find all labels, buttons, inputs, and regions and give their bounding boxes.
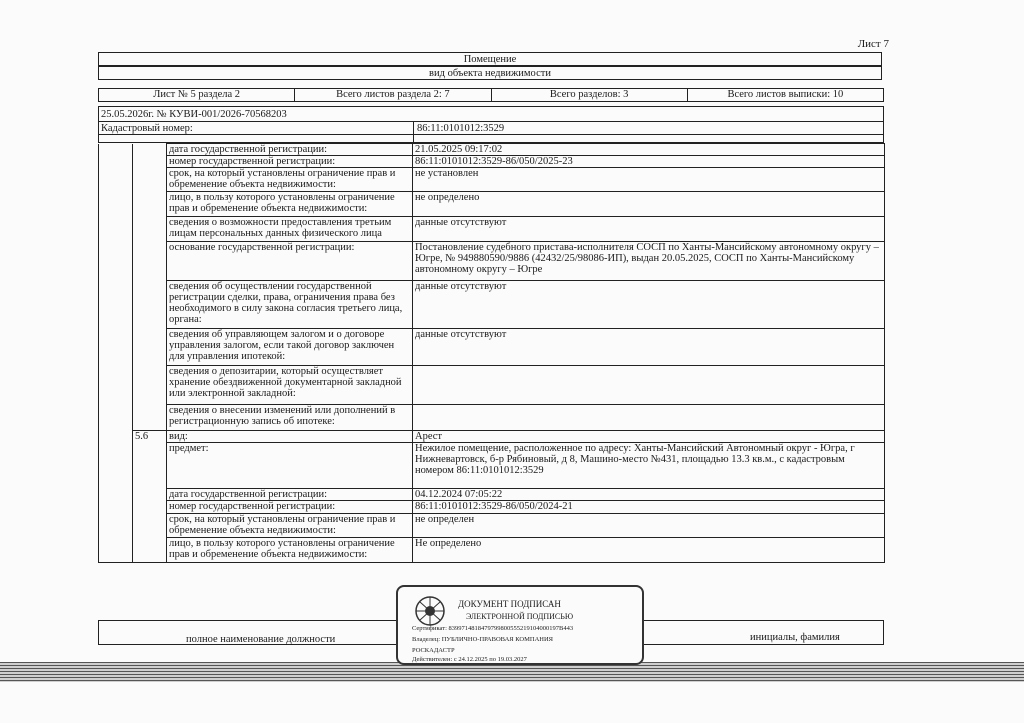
- row-value: 21.05.2025 09:17:02: [413, 144, 885, 156]
- object-type: Помещение: [98, 52, 882, 66]
- row-label: сведения о возможности предоставления третьим лицам персональных данных физического лица: [167, 217, 413, 242]
- row-value: данные отсутствуют: [413, 281, 885, 329]
- row-label: вид:: [167, 431, 413, 443]
- row-value: Нежилое помещение, расположенное по адресу: Ханты-Мансийский Автономный округ - Югра, г Нижневартовск, б-р Рябиновый, д 8, Машино-место №431, площадью 13.3 кв.м., с кадастровым номером 86:11:0101012:3529: [413, 443, 885, 489]
- row-value: [413, 366, 885, 405]
- row-value: Не определено: [413, 538, 885, 563]
- row-label: предмет:: [167, 443, 413, 489]
- table-row: [99, 217, 885, 242]
- row-label: сведения об осуществлении государственной регистрации сделки, права, ограничения права без необходимого в силу закона согласия третьего лица, органа:: [167, 281, 413, 329]
- document-date-number: 25.05.2026г. № КУВИ-001/2026-70568203: [101, 109, 287, 120]
- table-row: [99, 329, 885, 366]
- row-label: срок, на который установлены ограничение прав и обременение объекта недвижимости:: [167, 168, 413, 192]
- table-row: [99, 242, 885, 281]
- name-label: инициалы, фамилия: [750, 632, 840, 643]
- row-value: не определено: [413, 192, 885, 217]
- sheets-in-section: Всего листов раздела 2: 7: [295, 89, 491, 101]
- sheets-total: Всего листов выписки: 10: [727, 89, 844, 100]
- table-row: [99, 489, 885, 501]
- divider: [413, 121, 414, 142]
- position-label: полное наименование должности: [186, 634, 336, 645]
- row-label: номер государственной регистрации:: [167, 156, 413, 168]
- stamp-certificate: Сертификат: 8399714818479799800555219104000197B443: [412, 625, 574, 632]
- electronic-signature-stamp: [396, 585, 644, 665]
- table-row: [99, 514, 885, 538]
- row-label: лицо, в пользу которого установлены ограничение прав и обременение объекта недвижимости:: [167, 538, 413, 563]
- row-label: сведения о внесении изменений или дополнений в регистрационную запись об ипотеке:: [167, 405, 413, 431]
- row-label: срок, на который установлены ограничение прав и обременение объекта недвижимости:: [167, 514, 413, 538]
- section-number: 5.6: [133, 431, 167, 443]
- row-value: не определен: [413, 514, 885, 538]
- table-row: [99, 144, 885, 156]
- stamp-owner: Владелец: ПУБЛИЧНО-ПРАВОВАЯ КОМПАНИЯ: [412, 636, 553, 643]
- sheet-number: Лист 7: [857, 38, 889, 50]
- row-value: Арест: [413, 431, 885, 443]
- stamp-validity: Действителен: с 24.12.2025 по 19.03.2027: [412, 656, 527, 663]
- sheet-info-row: [98, 88, 884, 102]
- table-row: [99, 156, 885, 168]
- encumbrance-table: [98, 143, 885, 563]
- table-row: [99, 168, 885, 192]
- row-value: данные отсутствуют: [413, 329, 885, 366]
- document-header-box: [98, 106, 884, 143]
- stamp-subtitle: ЭЛЕКТРОННОЙ ПОДПИСЬЮ: [466, 612, 574, 621]
- row-value: 04.12.2024 07:05:22: [413, 489, 885, 501]
- row-label: лицо, в пользу которого установлены ограничение прав и обременение объекта недвижимости:: [167, 192, 413, 217]
- row-label: дата государственной регистрации:: [167, 489, 413, 501]
- sheet-in-section: Лист № 5 раздела 2: [99, 89, 295, 101]
- table-row: [99, 405, 885, 431]
- stamp-title: ДОКУМЕНТ ПОДПИСАН: [458, 599, 561, 609]
- row-label: дата государственной регистрации:: [167, 144, 413, 156]
- table-row: [99, 366, 885, 405]
- cadastral-value: 86:11:0101012:3529: [417, 123, 505, 134]
- row-value: данные отсутствуют: [413, 217, 885, 242]
- cadastral-label: Кадастровый номер:: [101, 123, 193, 134]
- row-label: номер государственной регистрации:: [167, 501, 413, 514]
- table-row: [99, 192, 885, 217]
- table-row: [99, 431, 885, 443]
- sections-total: Всего разделов: 3: [492, 89, 688, 101]
- divider: [99, 134, 883, 135]
- table-row: [99, 281, 885, 329]
- table-row: [99, 538, 885, 563]
- row-value: не установлен: [413, 168, 885, 192]
- divider: [99, 121, 883, 122]
- stamp-owner-org: РОСКАДАСТР: [412, 647, 455, 654]
- page-bottom-border: [0, 662, 1024, 682]
- row-label: основание государственной регистрации:: [167, 242, 413, 281]
- row-value: 86:11:0101012:3529-86/050/2025-23: [413, 156, 885, 168]
- row-value: Постановление судебного пристава-исполнителя СОСП по Ханты-Мансийскому автономному округу – Югре, № 949880590/9886 (42432/25/98086-ИП), выдан 20.05.2025, СОСП по Ханты-Мансийскому автономному округу – Югре: [413, 242, 885, 281]
- row-value: 86:11:0101012:3529-86/050/2024-21: [413, 501, 885, 514]
- row-value: [413, 405, 885, 431]
- table-row: [99, 443, 885, 489]
- table-row: [99, 501, 885, 514]
- row-label: сведения о депозитарии, который осуществляет хранение обездвиженной документарной закладной или электронной закладной:: [167, 366, 413, 405]
- object-kind-caption: вид объекта недвижимости: [98, 66, 882, 80]
- row-label: сведения об управляющем залогом и о договоре управления залогом, если такой договор заключен для управления ипотекой:: [167, 329, 413, 366]
